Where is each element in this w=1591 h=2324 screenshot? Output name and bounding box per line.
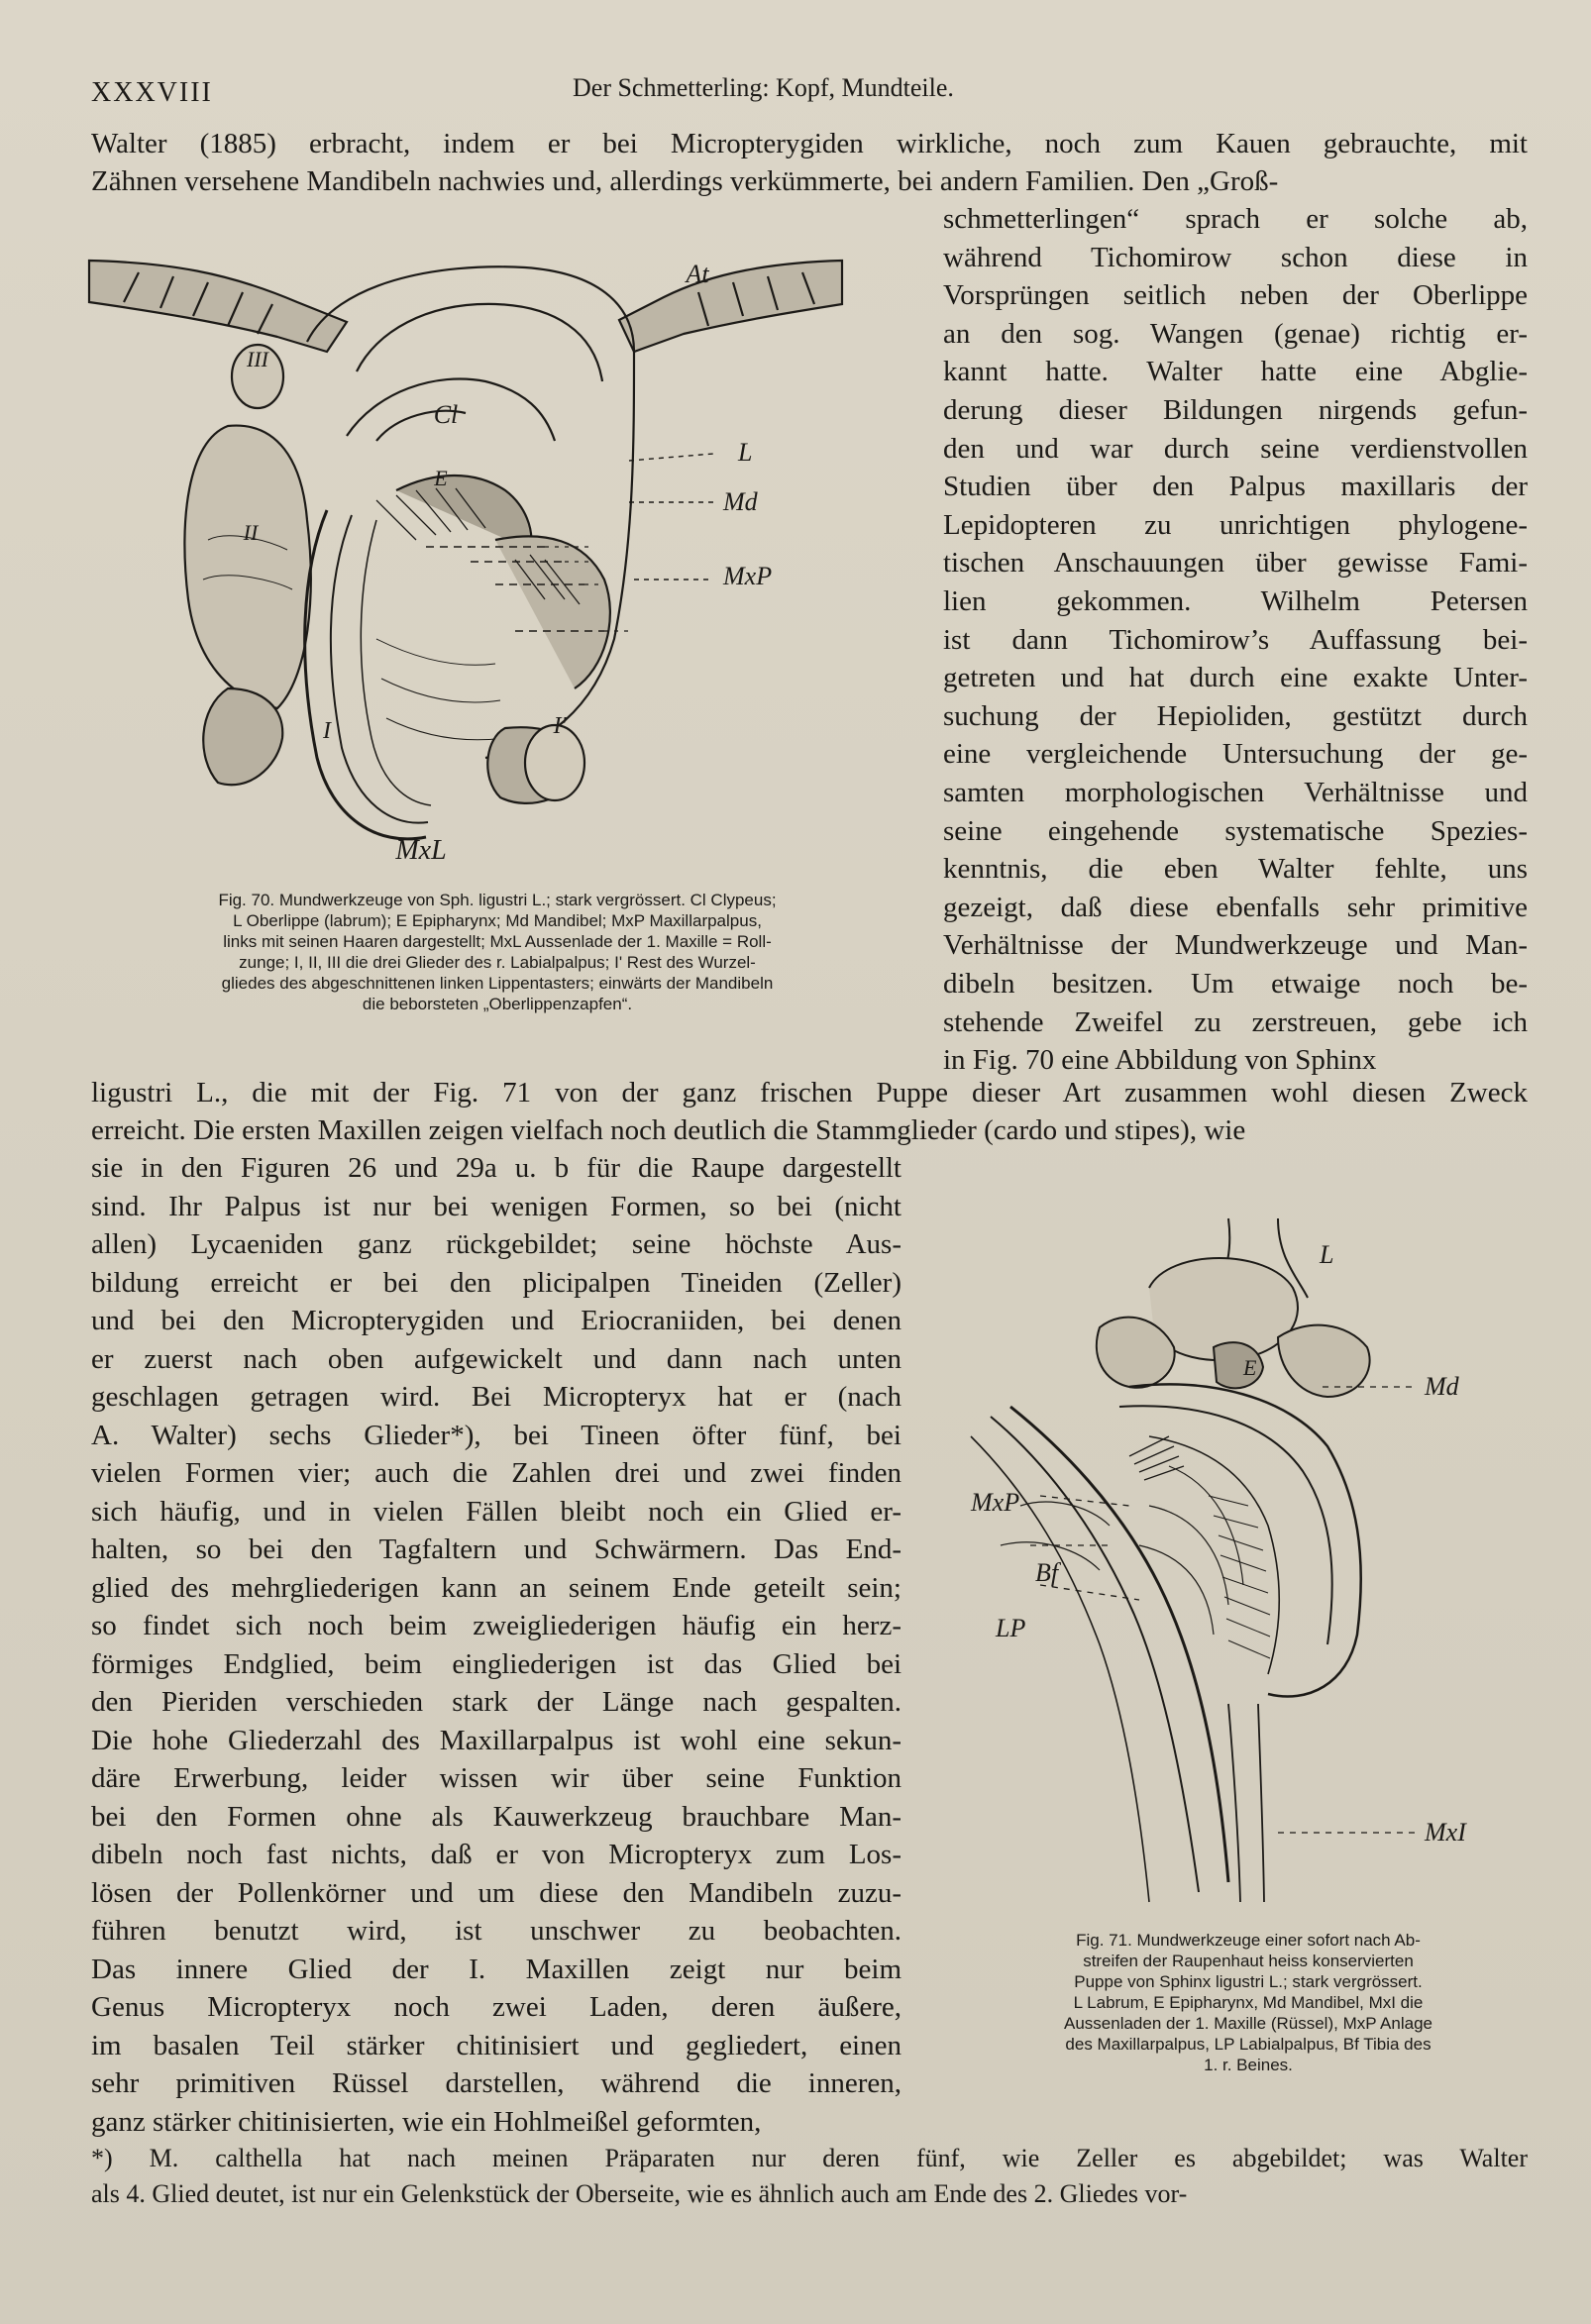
fig70-label-cl: Cl (433, 400, 459, 429)
text-line: kenntnis, die eben Walter fehlte, uns (943, 853, 1528, 886)
text-line: A. Walter) sechs Glieder*), bei Tineen öfter fünf, bei (91, 1419, 902, 1451)
text-line: an den sog. Wangen (genae) richtig er- (943, 317, 1528, 350)
caption-line: Fig. 71. Mundwerkzeuge einer sofort nach Ab- (1076, 1931, 1421, 1950)
svg-text:I' (552, 713, 567, 739)
text-line: im basalen Teil stärker chitinisiert und gegliedert, einen (91, 2029, 902, 2061)
fig70-label-mxp: MxP (723, 562, 773, 590)
text-line: tischen Anschauungen über gewisse Fami- (943, 547, 1528, 580)
svg-text:Cl (434, 400, 459, 429)
text-line: eine vergleichende Untersuchung der ge- (943, 738, 1528, 771)
text-line: schmetterlingen“ sprach er solche ab, (943, 203, 1528, 235)
text-line: lien gekommen. Wilhelm Petersen (943, 585, 1528, 617)
fig71-label-e: E (1243, 1355, 1257, 1380)
fig70-label-one: I (323, 718, 331, 744)
text-line: ganz stärker chitinisierten, wie ein Hohlmeißel geformten, (91, 2105, 762, 2138)
text-line: den und war durch seine verdienstvollen (943, 432, 1528, 465)
text-line: vielen Formen vier; auch die Zahlen drei und zwei finden (91, 1457, 902, 1489)
caption-line: Puppe von Sphinx ligustri L.; stark vergrössert. (1074, 1972, 1423, 1991)
text-line: sich häufig, und in vielen Fällen bleibt noch ein Glied er- (91, 1495, 902, 1528)
text-line: allen) Lycaeniden ganz rückgebildet; seine höchste Aus- (91, 1228, 902, 1260)
svg-text:II (243, 520, 260, 545)
text-line: bei den Formen ohne als Kauwerkzeug brauchbare Man- (91, 1800, 902, 1833)
text-line: den Pieriden verschieden stark der Länge nach gespalten. (91, 1686, 902, 1718)
svg-text:LP (995, 1614, 1025, 1642)
text-line: Walter (1885) erbracht, indem er bei Micropterygiden wirkliche, noch zum Kauen gebrauchte, mit (91, 128, 1528, 159)
fig71-label-l: L (1320, 1240, 1334, 1269)
text-line: seine eingehende systematische Spezies- (943, 814, 1528, 847)
text-line: gezeigt, daß diese ebenfalls sehr primitive (943, 891, 1528, 923)
caption-line: gliedes des abgeschnittenen linken Lippentasters; einwärts der Mandibeln (221, 974, 774, 993)
text-line: und bei den Micropterygiden und Eriocraniiden, bei denen (91, 1305, 902, 1336)
text-line: dibeln besitzen. Um etwaige noch be- (943, 968, 1528, 1000)
text-line: führen benutzt wird, ist unschwer zu beobachten. (91, 1915, 902, 1947)
text-line: Lepidopteren zu unrichtigen phylogene- (943, 508, 1528, 541)
fig70-label-at: At (686, 260, 709, 288)
footnote-line: als 4. Glied deutet, ist nur ein Gelenkstück der Oberseite, wie es ähnlich auch am Ende des 2. Gliedes vor- (91, 2179, 1188, 2208)
svg-text:E (1242, 1355, 1257, 1380)
svg-text:Md (722, 487, 759, 516)
text-line: Verhältnisse der Mundwerkzeuge und Man- (943, 929, 1528, 962)
caption-line: 1. r. Beines. (1204, 2056, 1293, 2074)
text-line: Genus Micropteryx noch zwei Laden, deren äußere, (91, 1991, 902, 2023)
text-line: Vorsprüngen seitlich neben der Oberlippe (943, 279, 1528, 312)
fig71-label-bf: Bf (1035, 1558, 1059, 1587)
text-line: glied des mehrgliederigen kann an seinem Ende geteilt sein; (91, 1571, 902, 1604)
fig70-label-two: II (243, 520, 259, 545)
svg-text:I (322, 718, 332, 744)
caption-line: L Oberlippe (labrum); E Epipharynx; Md Mandibel; MxP Maxillarpalpus, (233, 911, 762, 930)
text-line: Studien über den Palpus maxillaris der (943, 471, 1528, 503)
svg-text:MxL (394, 835, 446, 866)
text-line: suchung der Hepioliden, gestützt durch (943, 699, 1528, 732)
text-line: getreten und hat durch eine exakte Unter- (943, 662, 1528, 694)
text-line: lösen der Pollenkörner und um diese den Mandibeln zuzu- (91, 1876, 902, 1909)
text-line: sind. Ihr Palpus ist nur bei wenigen Formen, so bei (nicht (91, 1190, 902, 1222)
figure-70-illustration (79, 243, 911, 877)
running-title: Der Schmetterling: Kopf, Mundteile. (573, 73, 954, 102)
svg-text:MxP (970, 1488, 1019, 1517)
svg-text:E (433, 466, 448, 490)
text-line: bildung erreicht er bei den plicipalpen Tineiden (Zeller) (91, 1266, 902, 1299)
caption-line: zunge; I, II, III die drei Glieder des r. Labialpalpus; I' Rest des Wurzel- (239, 953, 756, 972)
footnote-line: *) M. calthella hat nach meinen Präparaten nur deren fünf, wie Zeller es abgebildet; was Walter (91, 2144, 1528, 2172)
caption-line: links mit seinen Haaren dargestellt; MxL Aussenlade der 1. Maxille = Roll- (223, 932, 772, 951)
fig70-label-one-prime: I' (553, 713, 567, 739)
page-number: XXXVIII (91, 77, 213, 108)
fig70-label-md: Md (723, 487, 758, 516)
text-line: sie in den Figuren 26 und 29a u. b für die Raupe dargestellt (91, 1152, 902, 1184)
text-line: ist dann Tichomirow’s Auffassung bei- (943, 623, 1528, 656)
text-line: er zuerst nach oben aufgewickelt und dann nach unten (91, 1342, 902, 1375)
figure-71-illustration (951, 1209, 1545, 1922)
caption-line: des Maxillarpalpus, LP Labialpalpus, Bf Tibia des (1065, 2035, 1432, 2054)
svg-text:Md (1424, 1372, 1460, 1401)
text-line: sehr primitiven Rüssel darstellen, während die inneren, (91, 2067, 902, 2099)
text-line: stehende Zweifel zu zerstreuen, gebe ich (943, 1005, 1528, 1038)
svg-text:Bf (1035, 1558, 1062, 1587)
fig71-label-mxp: MxP (971, 1488, 1020, 1517)
text-line: Die hohe Gliederzahl des Maxillarpalpus ist wohl eine sekun- (91, 1724, 902, 1756)
fig71-label-lp: LP (996, 1614, 1026, 1642)
text-line: däre Erwerbung, leider wissen wir über seine Funktion (91, 1762, 902, 1794)
text-line: halten, so bei den Tagfaltern und Schwärmern. Das End- (91, 1533, 902, 1565)
text-line: so findet sich noch beim zweigliederigen häufig ein herz- (91, 1610, 902, 1641)
text-line: in Fig. 70 eine Abbildung von Sphinx (943, 1044, 1377, 1077)
text-line: erreicht. Die ersten Maxillen zeigen vielfach noch deutlich die Stammglieder (cardo und stipes), wie (91, 1114, 1246, 1146)
fig70-label-mxl: MxL (395, 835, 447, 866)
text-line: kannt hatte. Walter hatte eine Abglie- (943, 356, 1528, 388)
text-line: geschlagen getragen wird. Bei Micropteryx hat er (nach (91, 1381, 902, 1413)
fig71-label-mxi: MxI (1425, 1818, 1466, 1847)
text-line: während Tichomirow schon diese in (943, 241, 1528, 273)
svg-text:MxP (722, 562, 772, 590)
svg-text:III (246, 347, 270, 371)
text-line: samten morphologischen Verhältnisse und (943, 777, 1528, 808)
text-line: derung dieser Bildungen nirgends gefun- (943, 394, 1528, 426)
text-line: Das innere Glied der I. Maxillen zeigt nur beim (91, 1953, 902, 1985)
caption-line: Aussenladen der 1. Maxille (Rüssel), MxP Anlage (1064, 2014, 1432, 2033)
svg-text:L (737, 438, 752, 467)
svg-text:At (684, 260, 709, 288)
text-line: förmiges Endglied, beim eingliederigen ist das Glied bei (91, 1647, 902, 1680)
svg-text:L (1319, 1240, 1333, 1269)
caption-line: Fig. 70. Mundwerkzeuge von Sph. ligustri L.; stark vergrössert. Cl Clypeus; (218, 891, 777, 909)
svg-text:MxI (1424, 1818, 1467, 1847)
text-line: ligustri L., die mit der Fig. 71 von der ganz frischen Puppe dieser Art zusammen wohl diesen Zweck (91, 1077, 1528, 1109)
text-line: Zähnen versehene Mandibeln nachwies und, allerdings verkümmerte, bei andern Familien. Den „Groß- (91, 165, 1279, 197)
fig70-label-three: III (247, 347, 268, 371)
fig70-label-l: L (738, 438, 753, 467)
fig70-label-e: E (434, 466, 448, 490)
fig71-label-md: Md (1425, 1372, 1459, 1401)
caption-line: L Labrum, E Epipharynx, Md Mandibel, MxI die (1073, 1993, 1424, 2012)
caption-line: die beborsteten „Oberlippenzapfen“. (362, 995, 633, 1013)
caption-line: streifen der Raupenhaut heiss konservierten (1083, 1952, 1414, 1970)
text-line: dibeln noch fast nichts, daß er von Micropteryx zum Los- (91, 1839, 902, 1870)
